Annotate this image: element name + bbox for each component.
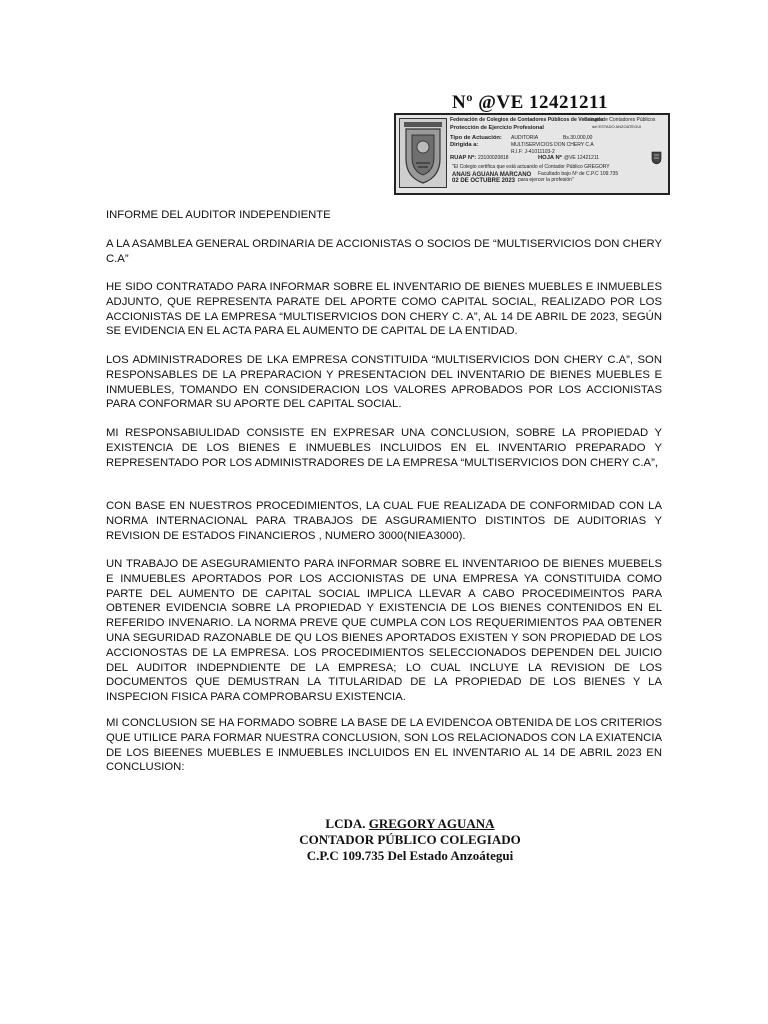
dirigida-label: Dirigida a: <box>450 142 479 148</box>
exercise-text: para ejercer la profesión" <box>518 177 574 183</box>
engagement-paragraph: HE SIDO CONTRATADO PARA INFORMAR SOBRE EL INVENTARIO DE BIENES MUEBLES E INMUEBLES ADJUNTO, QUE REPRESENTA PARATE DEL APORTE COMO CAPITAL SOCIAL, REALIZADO POR LOS ACCIONISTAS DE LA EMPRESA “MULTISERVICIOS DON CHERY C. A”, AL 14 DE ABRIL DE 2023, SEGÚN SE EVIDENCIA EN EL ACTA PARA EL AUMENTO DE CAPITAL DE LA ENTIDAD. <box>106 281 662 338</box>
ruap-value: 23100020818 <box>478 155 509 161</box>
college-seal-icon <box>399 118 447 188</box>
conclusion-paragraph: MI CONCLUSION SE HA FORMADO SOBRE LA BASE DE LA EVIDENCOA OBTENIDA DE LOS CRITERIOS QUE UTILICE PARA FORMAR NUESTRA CONCLUSION, SON LOS RELACIONADOS CON LA EXIATENCIA DE LOS BIEENES MUEBLES E INMUEBLES INCLUIDOS EN EL INVENTARIO AL 14 DE ABRIL 2023 EN CONCLUSION: <box>106 717 662 774</box>
auditor-responsibility-paragraph: MI RESPONSABIULIDAD CONSISTE EN EXPRESAR UNA CONCLUSION, SOBRE LA PROPIEDAD Y EXISTENCIA DE LOS BIENES E INMUEBLES INCLUIDOS EN EL INVENTARIO PREPARADO Y REPRESENTADO POR LOS ADMINISTRADORES DE LA EMPRESA “MULTISERVICIOS DON CHERY C.A”, <box>106 427 662 469</box>
shield-icon <box>651 151 662 165</box>
federation-text: Federación de Colegios de Contadores Públicos de Venezuela <box>450 117 604 123</box>
procedures-paragraph: UN TRABAJO DE ASEGURAMIENTO PARA INFORMAR SOBRE EL INVENTARIOO DE BIENES MUEBELS E INMUEBLES APORTADOS POR LOS ACCIONISTAS DE UNA EMPRESA YA CONSTITUIDA COMO PARTE DEL AUMENTO DE CAPITAL SOCIAL IMPLICA LLEVAR A CABO PROCEDIMEINTOS PARA OBTENER EVIDENCIA SOBRE LA PROPIEDAD Y EXISTENCIA DE LOS BIENES CONTENIDOS EN EL REFERIDO INVENARIO. LA NORMA PREVE QUE CUMPLA CON LOS REQUERIMIENTOS PAA OBTENER UNA SEGURIDAD RAZONABLE DE QU LOS BIENES APORTADOS EXISTEN Y SON PROPIEDAD DE LOS ACCIONOSTAS DE LA EMPRESA. LOS PROCEDIMIENTOS SELECCIONADOS DEPENDEN DEL JUICIO DEL AUDITOR INDEPNDIENTE DE LA EMPRESA; LO CUAL INCLUYE LA REVISION DE LOS DOCUMENTOS QUE DEMUSTRAN LA TITULARIDAD DE LA PROPIEDAD DE LOS BIENES Y LA INSPECION FISICA PARA COMPROBARSU EXISTENCIA. <box>106 558 662 704</box>
protection-text: Protección de Ejercicio Profesional <box>450 125 544 131</box>
accountant-name: ANAIS AGUANA MARCANO <box>452 172 532 178</box>
signature-name: GREGORY AGUANA <box>368 816 495 831</box>
hoja-label: HOJA Nº <box>538 155 562 161</box>
signature-title: LCDA. <box>325 816 369 831</box>
tipo-label: Tipo de Actuación: <box>450 135 502 141</box>
amount-value: Bs.30.000,00 <box>563 135 593 141</box>
management-responsibility-paragraph: LOS ADMINISTRADORES DE LKA EMPRESA CONSTITUIDA “MULTISERVICIOS DON CHERY C.A”, SON RESPONSABLES DE LA PREPARACION Y PRESENTACION DEL INVENTARIO DE BIENES MUEBLES E INMUEBLES, TOMANDO EN CONSIDERACION LOS VALORES APROBADOS POR LOS ACCIONISTAS PARA CONFORMAR SU APORTE DEL CAPITAL SOCIAL. <box>106 354 662 411</box>
professional-stamp <box>394 113 670 195</box>
addressee-paragraph: A LA ASAMBLEA GENERAL ORDINARIA DE ACCIONISTAS O SOCIOS DE “MULTISERVICIOS DON CHERY C.A” <box>106 238 662 265</box>
college-text: Colegio de Contadores Públicos <box>584 117 656 123</box>
ruap-label: RUAP Nº: <box>450 155 477 161</box>
registration-line: Facultado bajo Nº de C.P.C 109.735 <box>538 171 619 177</box>
state-text: del ESTADO ANZOATEGUI <box>592 124 642 129</box>
signature-role: CONTADOR PÚBLICO COLEGIADO <box>299 832 521 847</box>
tipo-value: AUDITORIA <box>511 135 539 141</box>
signature-name-line <box>250 815 570 832</box>
stamp-date: 02 DE OCTUBRE 2023 <box>452 178 516 184</box>
dirigida-value: MULTISERVICIOS DON CHERY C.A <box>511 142 594 148</box>
signature-registration: C.P.C 109.735 Del Estado Anzoátegui <box>306 848 514 863</box>
report-heading: INFORME DEL AUDITOR INDEPENDIENTE <box>106 209 331 221</box>
certification-text: "El Colegio certifica que está actuando el Contador Público GREGORY <box>452 164 610 170</box>
hoja-value: @VE 12421211 <box>564 155 600 161</box>
stamp-number: Nº @VE 12421211 <box>452 92 609 113</box>
rif-value: R.I.F: J-41011103-2 <box>511 149 555 155</box>
standards-paragraph: CON BASE EN NUESTROS PROCEDIMIENTOS, LA CUAL FUE REALIZADA DE CONFORMIDAD CON LA NORMA INTERNACIONAL PARA TRABAJOS DE ASGURAMIENTO DISTINTOS DE AUDITORIAS Y REVISION DE ESTADOS FINANCIEROS , NUMERO 3000(NIEA3000). <box>106 500 662 542</box>
